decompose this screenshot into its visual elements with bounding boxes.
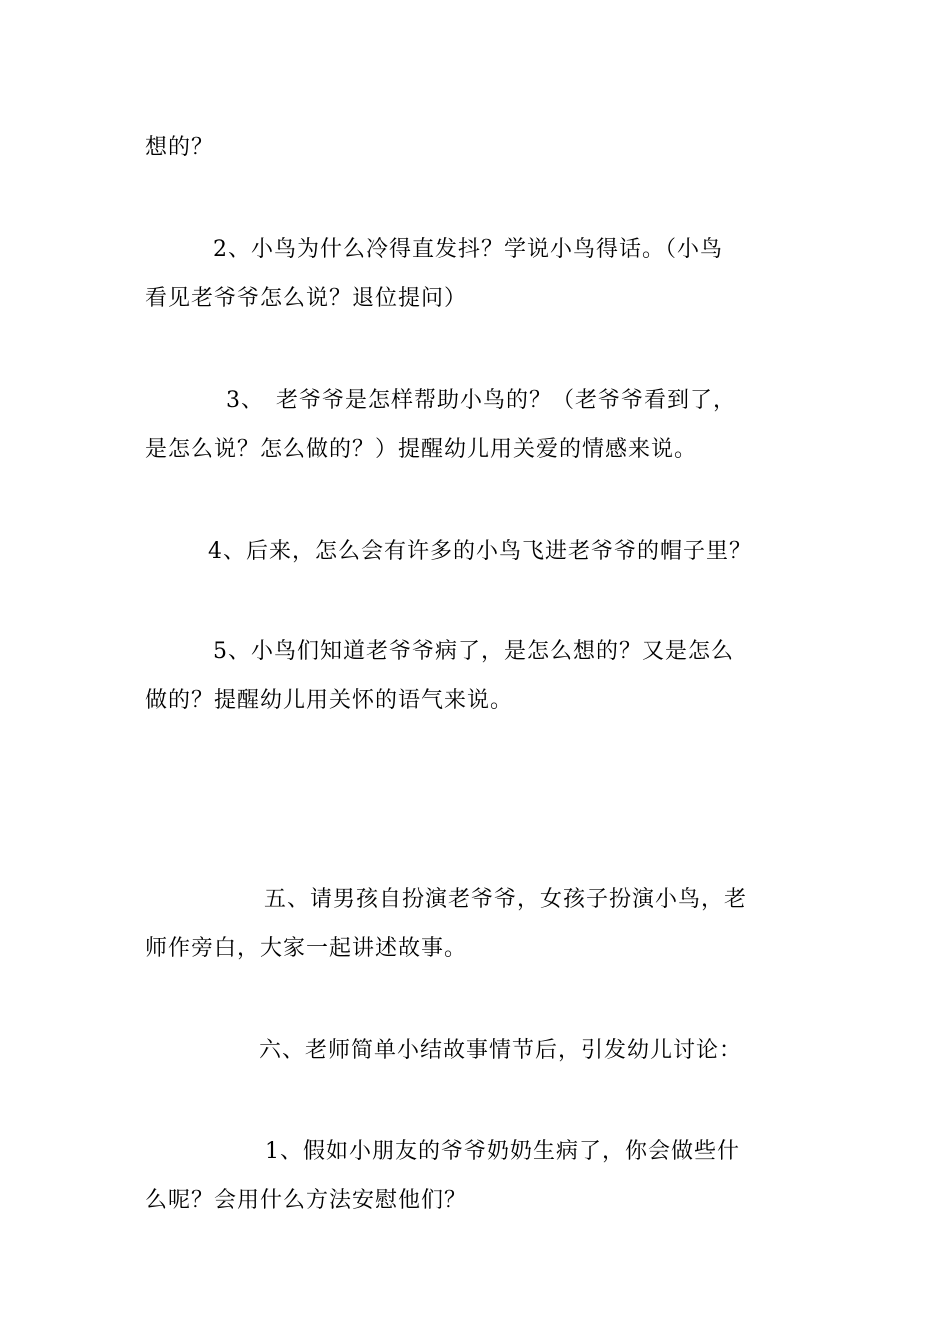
paragraph-line: 是怎么说？怎么做的？）提醒幼儿用关爱的情感来说。: [145, 437, 698, 462]
paragraph-line: 师作旁白，大家一起讲述故事。: [145, 936, 468, 961]
paragraph-line: 4、后来，怎么会有许多的小鸟飞进老爷爷的帽子里？: [208, 539, 752, 564]
paragraph-line: 2、小鸟为什么冷得直发抖？学说小鸟得话。（小鸟: [213, 237, 723, 262]
paragraph-line: 做的？提醒幼儿用关怀的语气来说。: [145, 688, 514, 713]
paragraph-line: 想的？: [145, 135, 215, 160]
paragraph-line: 3、 老爷爷是怎样帮助小鸟的？（老爷爷看到了，: [226, 388, 736, 413]
paragraph-line: 六、老师简单小结故事情节后，引发幼儿讨论：: [259, 1038, 743, 1063]
paragraph-line: 1、假如小朋友的爷爷奶奶生病了，你会做些什: [265, 1139, 740, 1164]
paragraph-line: 五、请男孩自扮演老爷爷，女孩子扮演小鸟，老: [264, 887, 748, 912]
paragraph-line: 看见老爷爷怎么说？退位提问）: [145, 286, 468, 311]
paragraph-line: 么呢？会用什么方法安慰他们？: [145, 1188, 468, 1213]
paragraph-line: 5、小鸟们知道老爷爷病了，是怎么想的？又是怎么: [213, 639, 734, 664]
